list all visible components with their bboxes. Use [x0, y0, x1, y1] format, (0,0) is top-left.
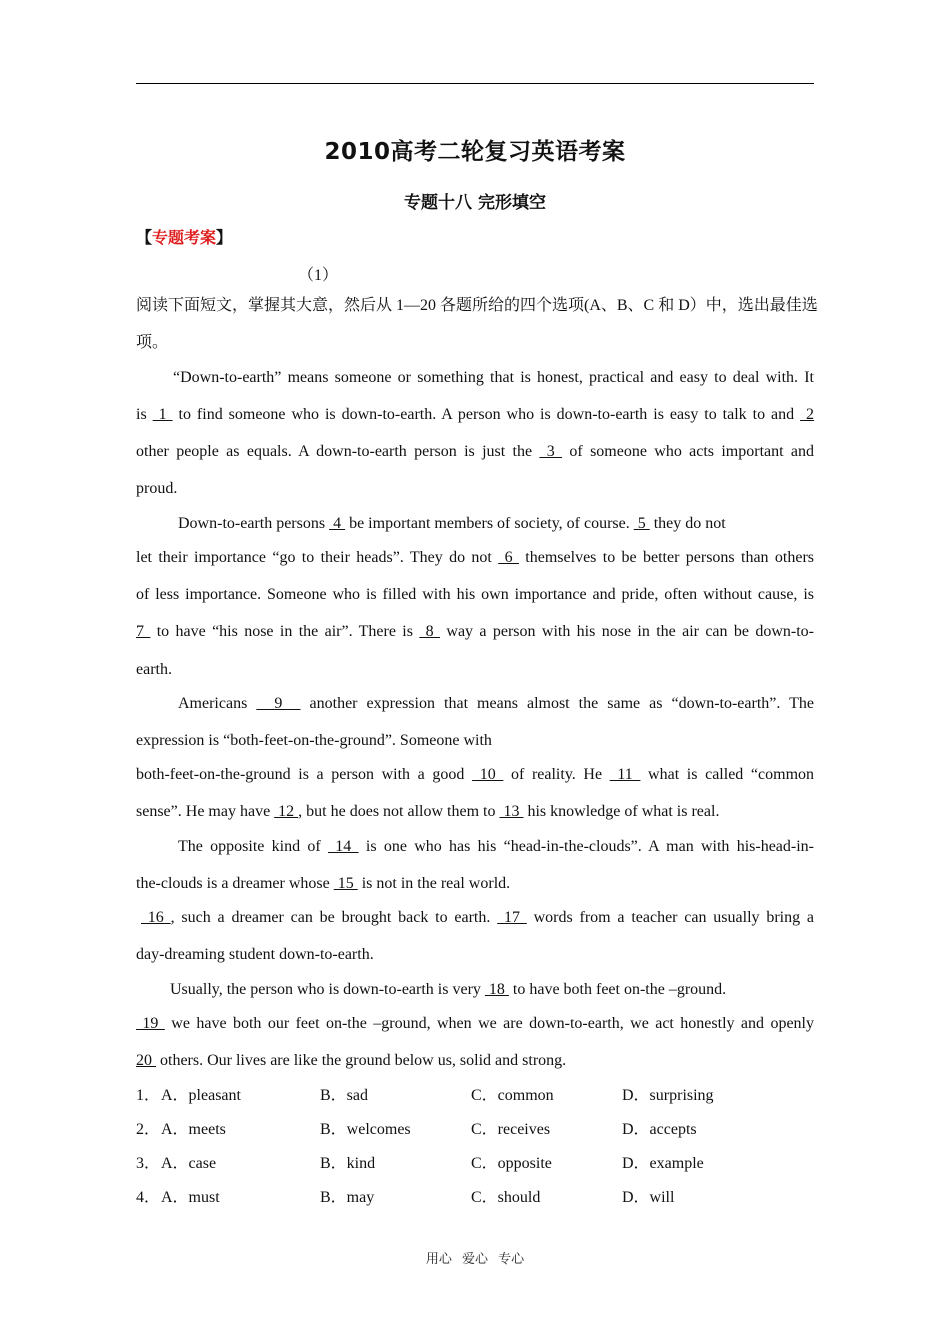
question-number: 1． [136, 1087, 161, 1104]
blank: 10 [472, 766, 504, 783]
option-b: B．welcomes [320, 1121, 411, 1138]
instruction-line: 项。 [136, 334, 169, 351]
passage-line: proud. [136, 480, 178, 497]
section-tag [136, 225, 232, 248]
blank: 3 [539, 443, 563, 460]
page-footer: 用心 爱心 专心 [425, 1252, 525, 1267]
blank: 6 [498, 549, 519, 566]
passage-line: day-dreaming student down-to-earth. [136, 946, 374, 963]
instruction-line: 阅读下面短文，掌握其大意，然后从 1—20 各题所给的四个选项(A、B、C 和 D）中，选出最佳选 [136, 297, 818, 314]
passage-line: “Down-to-earth” means someone or something that is honest, practical and easy to deal with. It [173, 369, 814, 386]
passage-line: expression is “both-feet-on-the-ground”. Someone with [136, 732, 492, 749]
option-d: D．surprising [622, 1087, 714, 1104]
blank: 5 [633, 515, 650, 532]
blank: 13 [499, 803, 524, 820]
page-subtitle: 专题十八 完形填空 [404, 193, 546, 213]
blank: 20 [136, 1052, 156, 1069]
option-c: C．opposite [471, 1155, 552, 1172]
option-b: B．kind [320, 1155, 376, 1172]
header-rule [136, 83, 814, 84]
section-number: （1） [298, 267, 339, 284]
blank: 11 [609, 766, 641, 783]
question-number: 2． [136, 1121, 161, 1138]
passage-line: other people as equals. A down-to-earth person is just the 3 of someone who acts important and [136, 443, 814, 460]
option-d: D．accepts [622, 1121, 697, 1138]
option-a: A．must [161, 1189, 220, 1206]
passage-line: let their importance “go to their heads”. They do not 6 themselves to be better persons than others [136, 549, 815, 566]
blank: 1 [152, 406, 173, 423]
option-d: D．example [622, 1155, 704, 1172]
passage-line: sense”. He may have 12 , but he does not allow them to 13 his knowledge of what is real. [136, 803, 720, 820]
passage-line: both-feet-on-the-ground is a person with a good 10 of reality. He 11 what is called “common [136, 766, 815, 783]
option-a: A．meets [161, 1121, 226, 1138]
blank: 16 [141, 909, 171, 926]
blank: 2 [800, 406, 815, 423]
blank: 12 [274, 803, 299, 820]
blank: 15 [333, 875, 358, 892]
passage-line: is 1 to find someone who is down-to-earth. A person who is down-to-earth is easy to talk to and 2 [136, 406, 815, 423]
passage-line: 19 we have both our feet on-the –ground, when we are down-to-earth, we act honestly and openly [136, 1015, 814, 1032]
passage-line: Usually, the person who is down-to-earth is very 18 to have both feet on-the –ground. [170, 981, 727, 998]
option-a: A．case [161, 1155, 217, 1172]
blank: 17 [497, 909, 527, 926]
passage-line: of less importance. Someone who is filled with his own importance and pride, often without cause, is [136, 586, 814, 603]
tag-text: 专题考案 [152, 228, 217, 247]
page-title: 2010高考二轮复习英语考案 [324, 139, 626, 165]
option-c: C．common [471, 1087, 554, 1104]
passage-line: 7 to have “his nose in the air”. There is 8 way a person with his nose in the air can be down-to- [136, 623, 815, 640]
passage-line: the-clouds is a dreamer whose 15 is not in the real world. [136, 875, 511, 892]
option-b: B．may [320, 1189, 375, 1206]
passage-line: 16 , such a dreamer can be brought back to earth. 17 words from a teacher can usually bring a [141, 909, 815, 926]
passage-line: Americans 9 another expression that means almost the same as “down-to-earth”. The [178, 695, 814, 712]
option-d: D．will [622, 1189, 675, 1206]
blank: 19 [136, 1015, 165, 1032]
passage-line: earth. [136, 661, 172, 678]
blank: 14 [328, 838, 359, 855]
passage-line: Down-to-earth persons 4 be important members of society, of course. 5 they do not [178, 515, 726, 532]
question-number: 3． [136, 1155, 161, 1172]
option-c: C．should [471, 1189, 541, 1206]
tag-bracket-close: 】 [216, 228, 233, 247]
passage-line: 20 others. Our lives are like the ground below us, solid and strong. [136, 1052, 567, 1069]
passage-line: The opposite kind of 14 is one who has his “head-in-the-clouds”. A man with his-head-in- [178, 838, 815, 855]
blank: 4 [329, 515, 346, 532]
blank: 9 [256, 695, 301, 712]
blank: 7 [136, 623, 151, 640]
tag-bracket-open: 【 [136, 228, 153, 247]
blank: 18 [484, 981, 509, 998]
option-b: B．sad [320, 1087, 369, 1104]
option-a: A．pleasant [161, 1087, 241, 1104]
question-number: 4． [136, 1189, 161, 1206]
blank: 8 [419, 623, 441, 640]
option-c: C．receives [471, 1121, 551, 1138]
